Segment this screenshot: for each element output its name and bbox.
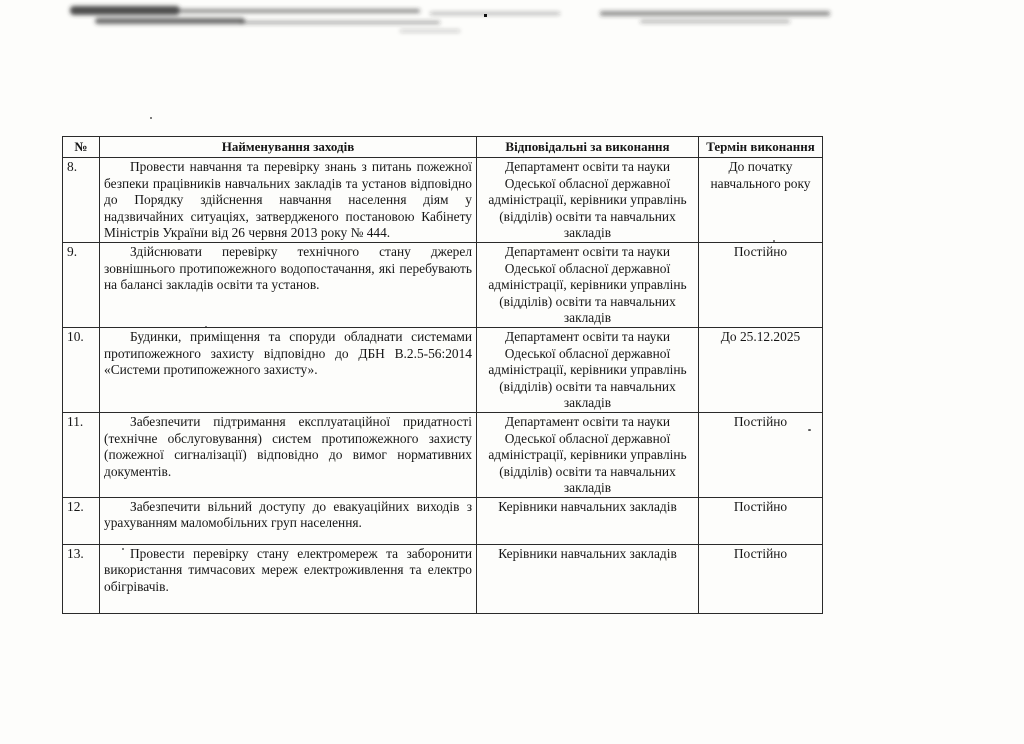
row-deadline: Постійно <box>699 412 823 497</box>
row-number: 8. <box>63 158 100 243</box>
table-row <box>63 412 823 497</box>
header-action: Найменування заходів <box>100 137 477 158</box>
table-row <box>63 497 823 544</box>
table-row <box>63 327 823 412</box>
row-deadline: До 25.12.2025 <box>699 327 823 412</box>
row-number: 12. <box>63 497 100 544</box>
row-action: Забезпечити вільний доступу до евакуаційних виходів з урахуванням маломобільних груп населення. <box>100 497 477 544</box>
row-responsible: Керівники навчальних закладів <box>477 497 699 544</box>
row-action: Здійснювати перевірку технічного стану джерел зовнішнього протипожежного водопостачання, які перебувають на балансі закладів освіти та установ. <box>100 242 477 327</box>
scan-speck <box>150 117 152 119</box>
header-deadline: Термін виконання <box>699 137 823 158</box>
row-deadline: Постійно <box>699 497 823 544</box>
table-row <box>63 544 823 613</box>
row-number: 9. <box>63 242 100 327</box>
row-number: 11. <box>63 412 100 497</box>
header-responsible: Відповідальні за виконання <box>477 137 699 158</box>
row-deadline: Постійно <box>699 544 823 613</box>
row-responsible: Департамент освіти та науки Одеської обласної державної адміністрації, керівники управлінь (відділів) освіти та навчальних закладів <box>477 412 699 497</box>
row-responsible: Департамент освіти та науки Одеської обласної державної адміністрації, керівники управлінь (відділів) освіти та навчальних закладів <box>477 242 699 327</box>
row-action: Забезпечити підтримання експлуатаційної придатності (технічне обслуговування) систем протипожежного захисту (пожежної сигналізації) відповідно до вимог нормативних документів. <box>100 412 477 497</box>
row-action: Будинки, приміщення та споруди обладнати системами протипожежного захисту відповідно до ДБН В.2.5-56:2014 «Системи протипожежного захисту». <box>100 327 477 412</box>
row-deadline: До початку навчального року <box>699 158 823 243</box>
row-number: 10. <box>63 327 100 412</box>
row-deadline: Постійно <box>699 242 823 327</box>
table-row <box>63 158 823 243</box>
scan-artifact <box>0 0 1024 45</box>
header-number: № <box>63 137 100 158</box>
row-responsible: Департамент освіти та науки Одеської обласної державної адміністрації, керівники управлінь (відділів) освіти та навчальних закладів <box>477 158 699 243</box>
row-responsible: Департамент освіти та науки Одеської обласної державної адміністрації, керівники управлінь (відділів) освіти та навчальних закладів <box>477 327 699 412</box>
row-action: Провести перевірку стану електромереж та заборонити використання тимчасових мереж електроживлення та електро обігрівачів. <box>100 544 477 613</box>
measures-table <box>62 136 823 614</box>
row-number: 13. <box>63 544 100 613</box>
table-header-row <box>63 137 823 158</box>
row-action: Провести навчання та перевірку знань з питань пожежної безпеки працівників навчальних закладів та установ відповідно до Порядку здійснення навчання населення діям у надзвичайних ситуаціях, затвердженого постановою Кабінету Міністрів України від 26 червня 2013 року № 444. <box>100 158 477 243</box>
table-row <box>63 242 823 327</box>
row-responsible: Керівники навчальних закладів <box>477 544 699 613</box>
